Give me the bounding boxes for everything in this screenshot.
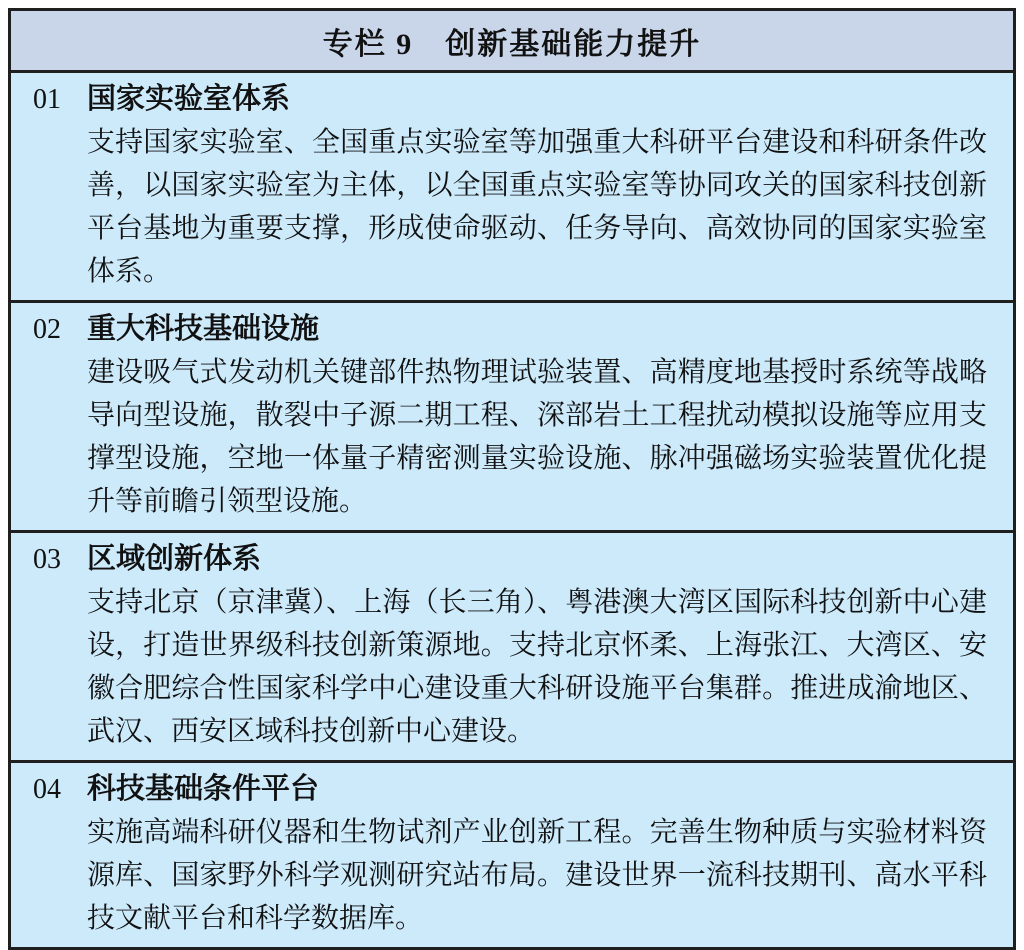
section-number: 04: [33, 774, 61, 805]
section-01: [11, 73, 1013, 303]
section-02: [11, 303, 1013, 533]
section-04: [11, 763, 1013, 947]
section-title: 科技基础条件平台: [87, 773, 320, 805]
section-title: 国家实验室体系: [87, 83, 291, 115]
section-body: 建设吸气式发动机关键部件热物理试验装置、高精度地基授时系统等战略导向型设施，散裂中子源二期工程、深部岩土工程扰动模拟设施等应用支撑型设施，空地一体量子精密测量实验设施、脉冲强磁场实验装置优化提升等前瞻引领型设施。: [87, 357, 987, 517]
section-title: 重大科技基础设施: [87, 313, 320, 345]
section-body: 支持北京（京津冀）、上海（长三角）、粤港澳大湾区国际科技创新中心建设，打造世界级科技创新策源地。支持北京怀柔、上海张江、大湾区、安徽合肥综合性国家科学中心建设重大科研设施平台集群。推进成渝地区、武汉、西安区域科技创新中心建设。: [87, 587, 987, 747]
section-body: 支持国家实验室、全国重点实验室等加强重大科研平台建设和科研条件改善，以国家实验室为主体，以全国重点实验室等协同攻关的国家科技创新平台基地为重要支撑，形成使命驱动、任务导向、高效协同的国家实验室体系。: [87, 127, 987, 287]
column-title: 专栏 9 创新基础能力提升: [322, 27, 702, 61]
section-title: 区域创新体系: [87, 543, 262, 575]
section-number: 02: [33, 314, 61, 345]
section-body: 实施高端科研仪器和生物试剂产业创新工程。完善生物种质与实验材料资源库、国家野外科学观测研究站布局。建设世界一流科技期刊、高水平科技文献平台和科学数据库。: [87, 817, 987, 934]
section-number: 01: [33, 84, 61, 115]
section-03: [11, 533, 1013, 763]
column-box: [8, 8, 1016, 950]
column-header: [11, 11, 1013, 73]
section-number: 03: [33, 544, 61, 575]
